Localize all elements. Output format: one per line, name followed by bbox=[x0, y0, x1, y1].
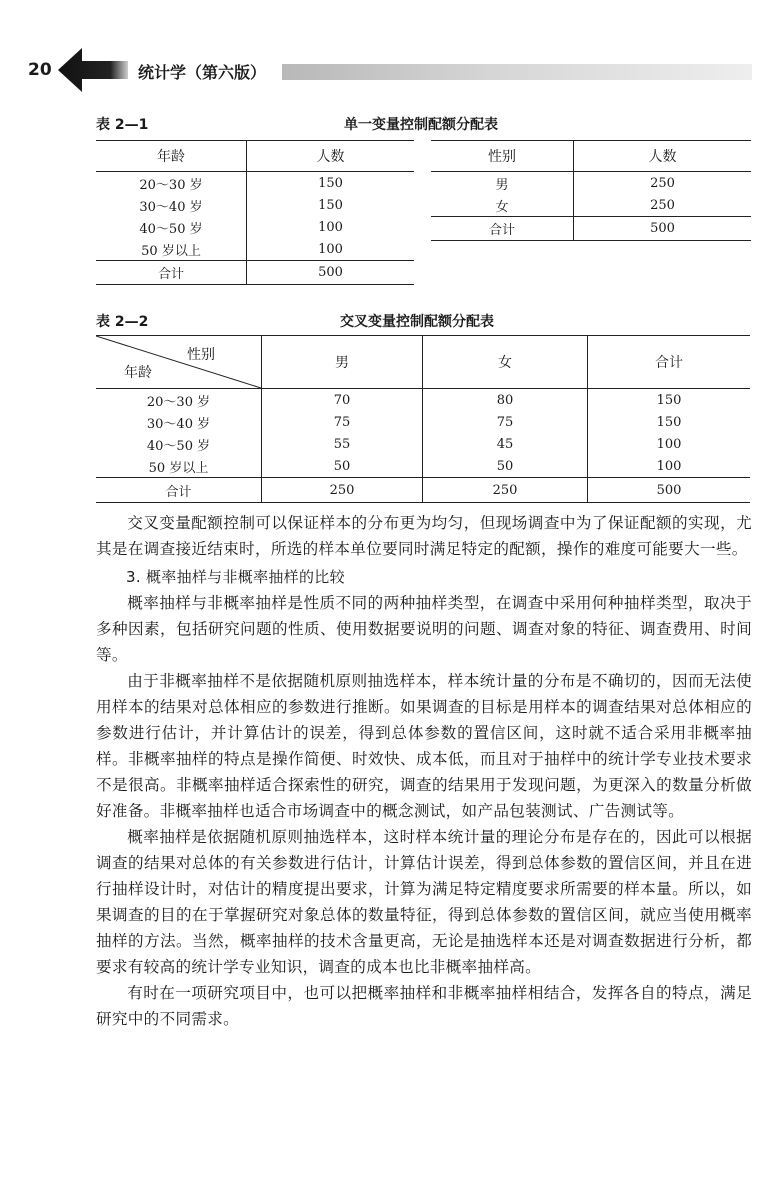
table-row bbox=[96, 194, 414, 216]
table2-header-male: 男 bbox=[262, 336, 423, 389]
table-row bbox=[96, 433, 750, 455]
table-cell: 50 岁以上 bbox=[96, 238, 247, 261]
table-cell: 70 bbox=[262, 389, 423, 412]
table2-label: 表 2—2 bbox=[96, 314, 149, 330]
table-cell: 80 bbox=[423, 389, 588, 412]
left-arrow-icon bbox=[58, 46, 128, 94]
table-cell: 50 bbox=[423, 455, 588, 478]
table-cell: 250 bbox=[650, 175, 675, 191]
table-cell: 250 bbox=[423, 478, 588, 503]
table-cell: 250 bbox=[650, 197, 675, 213]
table1-right-header-count: 人数 bbox=[574, 141, 752, 172]
section-heading: 3. 概率抽样与非概率抽样的比较 bbox=[126, 568, 345, 586]
table-cell: 100 bbox=[656, 436, 682, 452]
table2-corner-top: 性别 bbox=[187, 347, 215, 363]
table-cell: 150 bbox=[656, 392, 682, 408]
table-cell: 50 bbox=[262, 455, 423, 478]
table-row bbox=[96, 455, 750, 478]
table-cell: 150 bbox=[318, 175, 343, 191]
table-cell: 45 bbox=[423, 433, 588, 455]
diagonal-line bbox=[96, 336, 261, 388]
table-cell: 30～40 岁 bbox=[96, 194, 247, 216]
paragraph-3: 由于非概率抽样不是依据随机原则抽选样本，样本统计量的分布是不确切的，因而无法使用样本的结果对总体相应的参数进行推断。如果调查的目标是用样本的调查结果对总体相应的参数进行估计，并计算估计的误差，得到总体参数的置信区间，这时就不适合采用非概率抽样。非概率抽样的特点是操作简便、时效快、成本低，而且对于抽样中的统计学专业技术要求不是很高。非概率抽样适合探索性的研究，调查的结果用于发现问题，为更深入的数量分析做好准备。非概率抽样也适合市场调查中的概念测试，如产品包装测试、广告测试等。 bbox=[96, 672, 752, 820]
header-decor-bar bbox=[282, 64, 752, 80]
table-cell: 40～50 岁 bbox=[96, 216, 247, 238]
table-cell: 150 bbox=[318, 197, 343, 213]
table-cell: 250 bbox=[262, 478, 423, 503]
table1-left bbox=[96, 140, 414, 285]
table2-header-total: 合计 bbox=[588, 336, 751, 389]
table1-title: 单一变量控制配额分配表 bbox=[344, 117, 498, 133]
table-cell: 女 bbox=[431, 194, 574, 217]
paragraph-5: 有时在一项研究项目中，也可以把概率抽样和非概率抽样相结合，发挥各自的特点，满足研究中的不同需求。 bbox=[96, 984, 752, 1028]
table-total-row bbox=[431, 217, 751, 241]
table2 bbox=[96, 335, 750, 503]
table2-corner-cell bbox=[96, 336, 262, 389]
paragraph-2: 概率抽样与非概率抽样是性质不同的两种抽样类型，在调查中采用何种抽样类型，取决于多种因素，包括研究问题的性质、使用数据要说明的问题、调查对象的特征、调查费用、时间等。 bbox=[96, 594, 752, 664]
book-title: 统计学（第六版） bbox=[138, 63, 267, 82]
table-row bbox=[96, 216, 414, 238]
page-number: 20 bbox=[28, 60, 52, 80]
table-cell: 150 bbox=[656, 414, 682, 430]
table-cell: 75 bbox=[262, 411, 423, 433]
table2-title: 交叉变量控制配额分配表 bbox=[340, 314, 494, 330]
table-cell: 50 岁以上 bbox=[96, 455, 262, 478]
table1-right bbox=[431, 140, 751, 241]
table-cell: 20～30 岁 bbox=[96, 389, 262, 412]
table-cell: 55 bbox=[262, 433, 423, 455]
table-cell: 合计 bbox=[431, 217, 574, 241]
table-cell: 100 bbox=[318, 219, 343, 235]
table-total-row bbox=[96, 478, 750, 503]
table-cell: 100 bbox=[656, 458, 682, 474]
table-cell: 合计 bbox=[96, 261, 247, 285]
table-row bbox=[96, 389, 750, 412]
table1-right-header-gender: 性别 bbox=[431, 141, 574, 172]
table-cell: 75 bbox=[423, 411, 588, 433]
table1-label: 表 2—1 bbox=[96, 117, 149, 133]
table-row bbox=[96, 238, 414, 261]
paragraph-4: 概率抽样是依据随机原则抽选样本，这时样本统计量的理论分布是存在的，因此可以根据调查的结果对总体的有关参数进行估计，计算估计误差，得到总体参数的置信区间，并且在进行抽样设计时，对估计的精度提出要求，计算为满足特定精度要求所需要的样本量。所以，如果调查的目的在于掌握研究对象总体的数量特征，得到总体参数的置信区间，就应当使用概率抽样的方法。当然，概率抽样的技术含量更高，无论是抽选样本还是对调查数据进行分析，都要求有较高的统计学专业知识，调查的成本也比非概率抽样高。 bbox=[96, 828, 752, 976]
table2-corner-bottom: 年龄 bbox=[124, 365, 152, 381]
table-row bbox=[96, 172, 414, 195]
paragraph-1: 交叉变量配额控制可以保证样本的分布更为均匀，但现场调查中为了保证配额的实现，尤其是在调查接近结束时，所选的样本单位要同时满足特定的配额，操作的难度可能要大一些。 bbox=[96, 514, 752, 558]
table-row bbox=[96, 411, 750, 433]
table-cell: 30～40 岁 bbox=[96, 411, 262, 433]
table-total-row bbox=[96, 261, 414, 285]
table-cell: 500 bbox=[588, 478, 751, 503]
table-cell: 男 bbox=[431, 172, 574, 195]
table-cell: 合计 bbox=[96, 478, 262, 503]
table-row bbox=[431, 194, 751, 217]
body-text bbox=[96, 510, 752, 1032]
table1-left-header-count: 人数 bbox=[247, 141, 415, 172]
table-row bbox=[431, 172, 751, 195]
table-cell: 100 bbox=[318, 241, 343, 257]
table-cell: 500 bbox=[247, 261, 415, 285]
table-cell: 20～30 岁 bbox=[96, 172, 247, 195]
table2-header-female: 女 bbox=[423, 336, 588, 389]
table1-left-header-age: 年龄 bbox=[96, 141, 247, 172]
page-header bbox=[0, 44, 779, 96]
table-cell: 40～50 岁 bbox=[96, 433, 262, 455]
table-cell: 500 bbox=[574, 217, 752, 241]
